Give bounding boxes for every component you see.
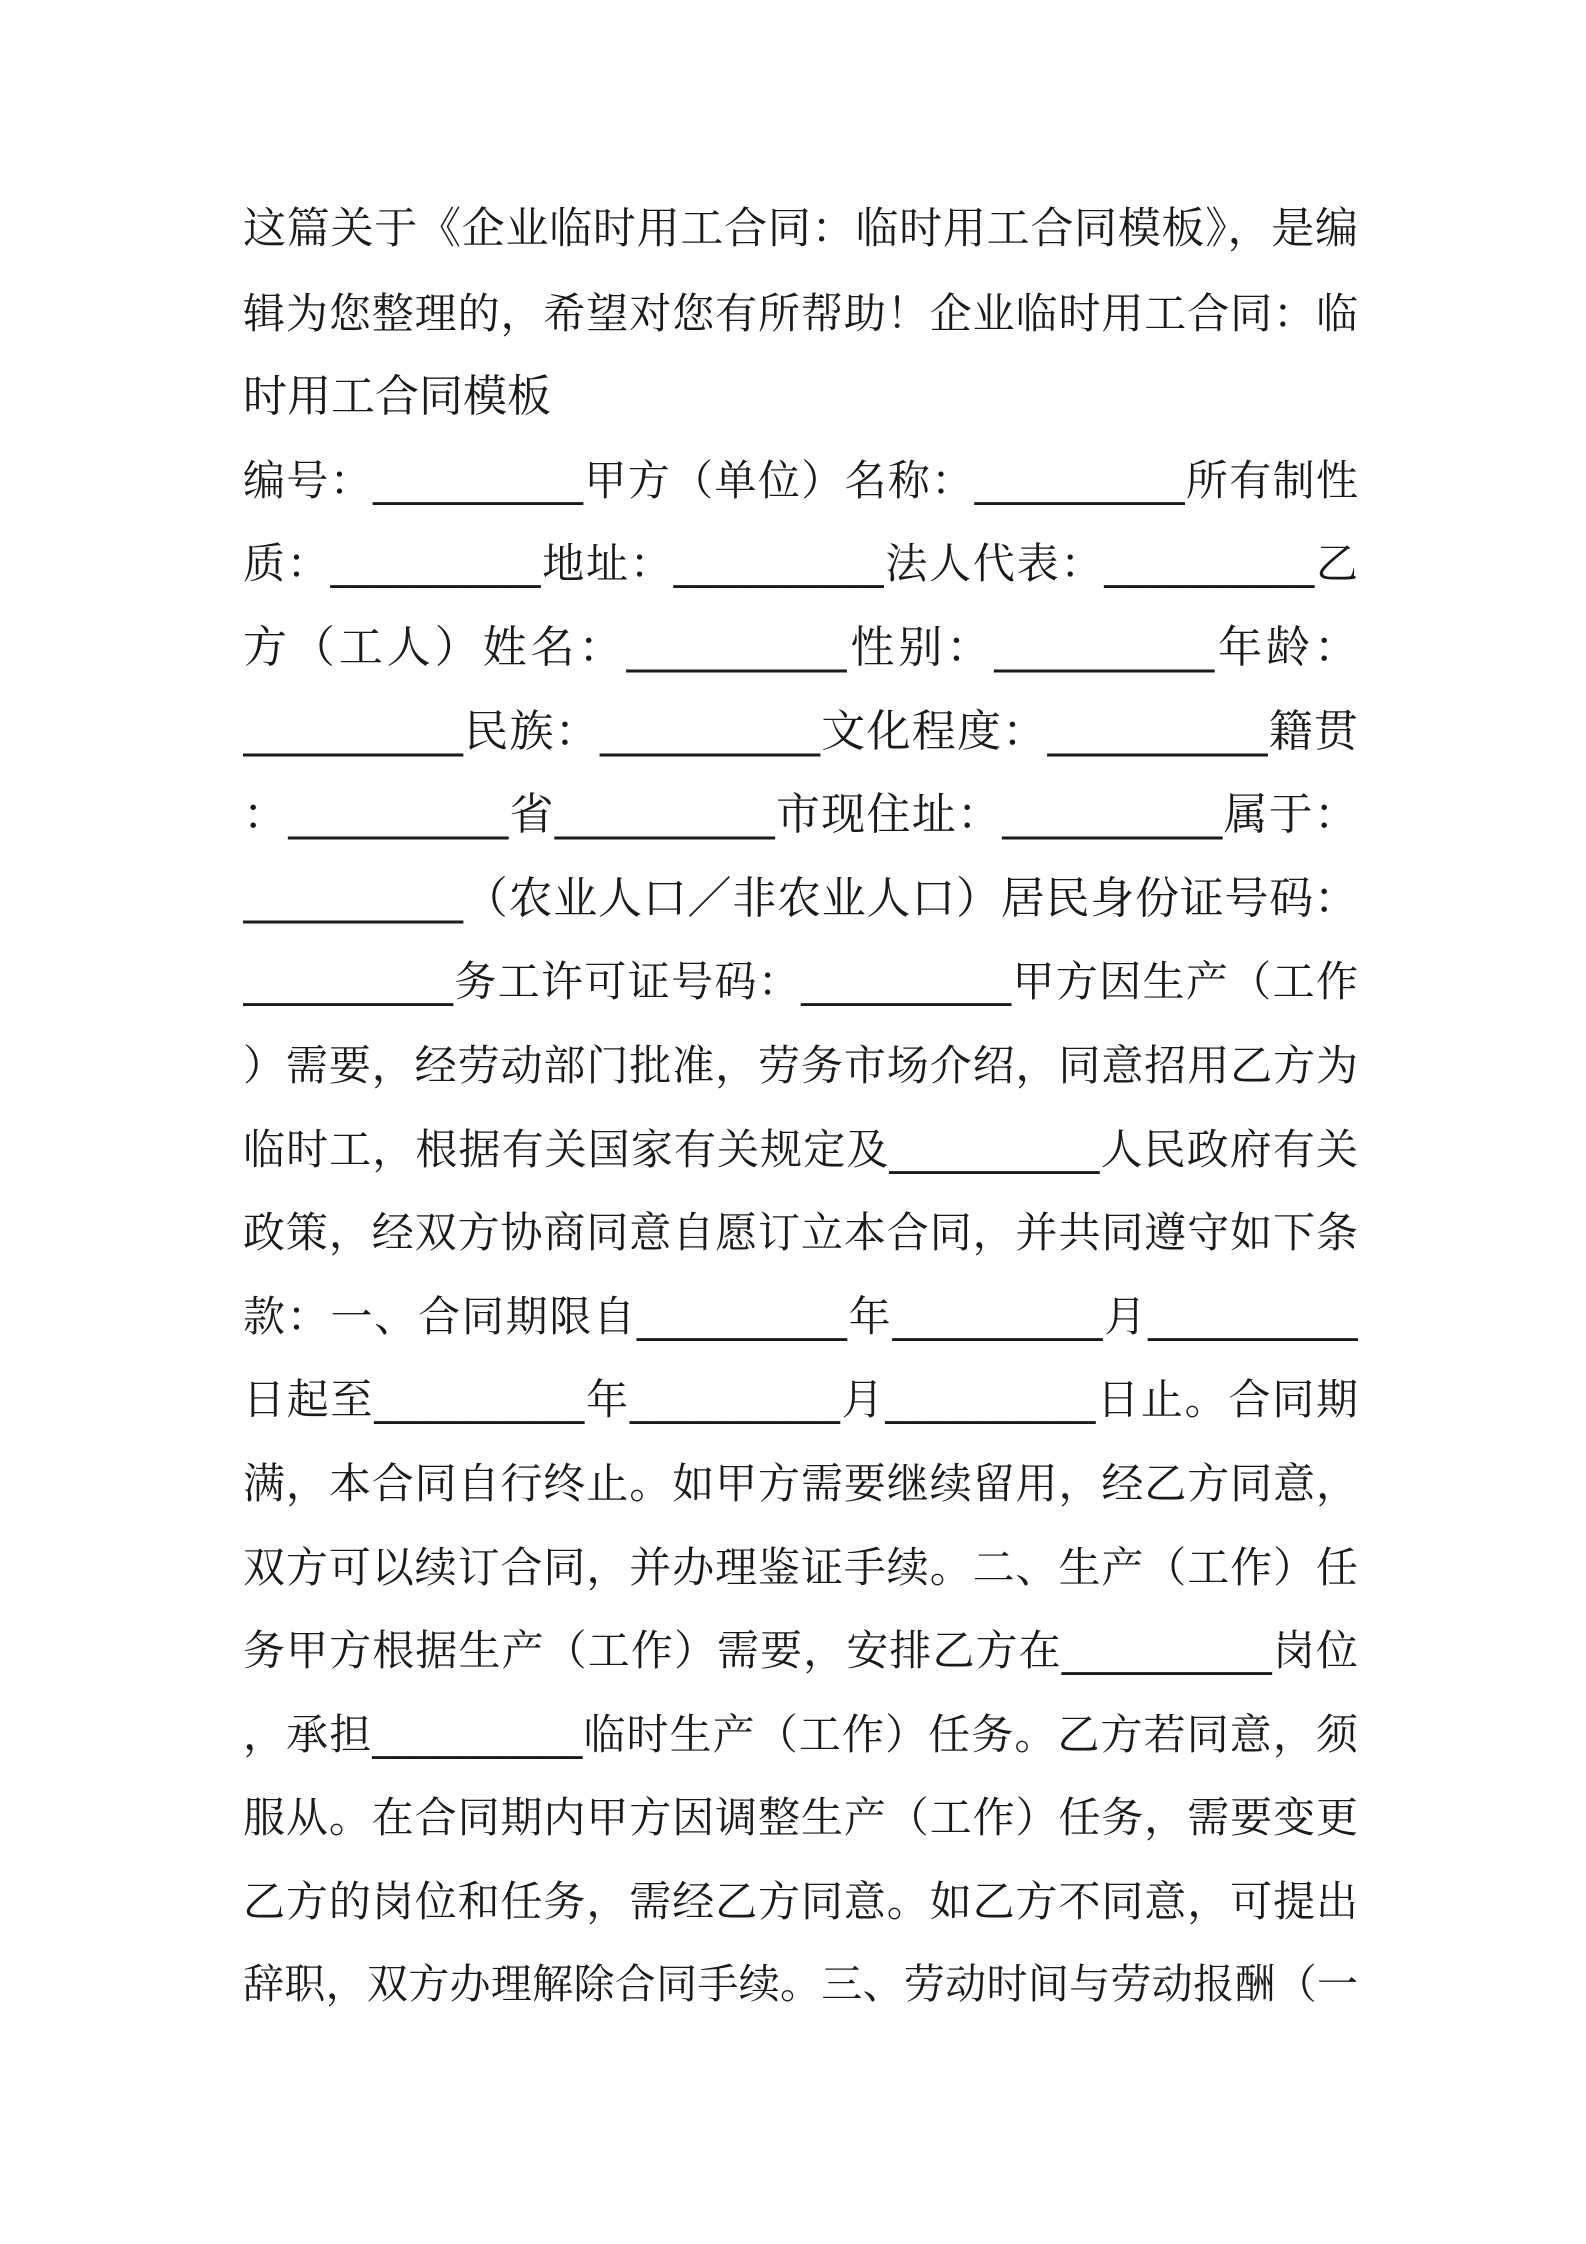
text-line-8: ：__________省__________市现住址：__________属于： [243,789,1358,841]
text-line-20: 服从。在合同期内甲方因调整生产（工作）任务，需要变更 [243,1793,1358,1843]
text-line-18: 务甲方根据生产（工作）需要，安排乙方在__________岗位 [243,1626,1358,1676]
text-line-6: 方（工人）姓名：__________性别：__________年龄： [243,621,1358,673]
text-line-10: __________务工许可证号码：__________甲方因生产（工作 [243,957,1358,1007]
text-line-2: 辑为您整理的，希望对您有所帮助！企业临时用工合同：临 [243,288,1358,338]
text-line-11: ）需要，经劳动部门批准，劳务市场介绍，同意招用乙方为 [243,1040,1358,1090]
text-line-12: 临时工，根据有关国家有关规定及__________人民政府有关 [243,1124,1358,1174]
text-line-16: 满，本合同自行终止。如甲方需要继续留用，经乙方同意， [243,1458,1358,1508]
text-line-13: 政策，经双方协商同意自愿订立本合同，并共同遵守如下条 [243,1208,1358,1258]
contract-body-text [243,188,1358,2027]
text-line-4: 编号：__________甲方（单位）名称：__________所有制性 [243,455,1358,505]
text-line-3: 时用工合同模板 [243,371,551,423]
text-line-5: 质：__________地址：__________法人代表：__________乙 [243,539,1358,589]
text-line-22: 辞职，双方办理解除合同手续。三、劳动时间与劳动报酬（一 [243,1960,1358,2009]
text-line-7: __________民族：__________文化程度：__________籍贯 [243,705,1358,757]
text-line-17: 双方可以续订合同，并办理鉴证手续。二、生产（工作）任 [243,1542,1358,1592]
text-line-14: 款：一、合同期限自__________年__________月__________ [243,1291,1358,1341]
text-line-19: ，承担__________临时生产（工作）任务。乙方若同意，须 [243,1709,1358,1759]
text-line-21: 乙方的岗位和任务，需经乙方同意。如乙方不同意，可提出 [243,1876,1358,1926]
text-line-9: __________（农业人口／非农业人口）居民身份证号码： [243,872,1358,924]
text-line-1: 这篇关于《企业临时用工合同：临时用工合同模板》，是编 [243,204,1358,254]
text-line-15: 日起至__________年__________月__________日止。合同期 [243,1375,1358,1425]
